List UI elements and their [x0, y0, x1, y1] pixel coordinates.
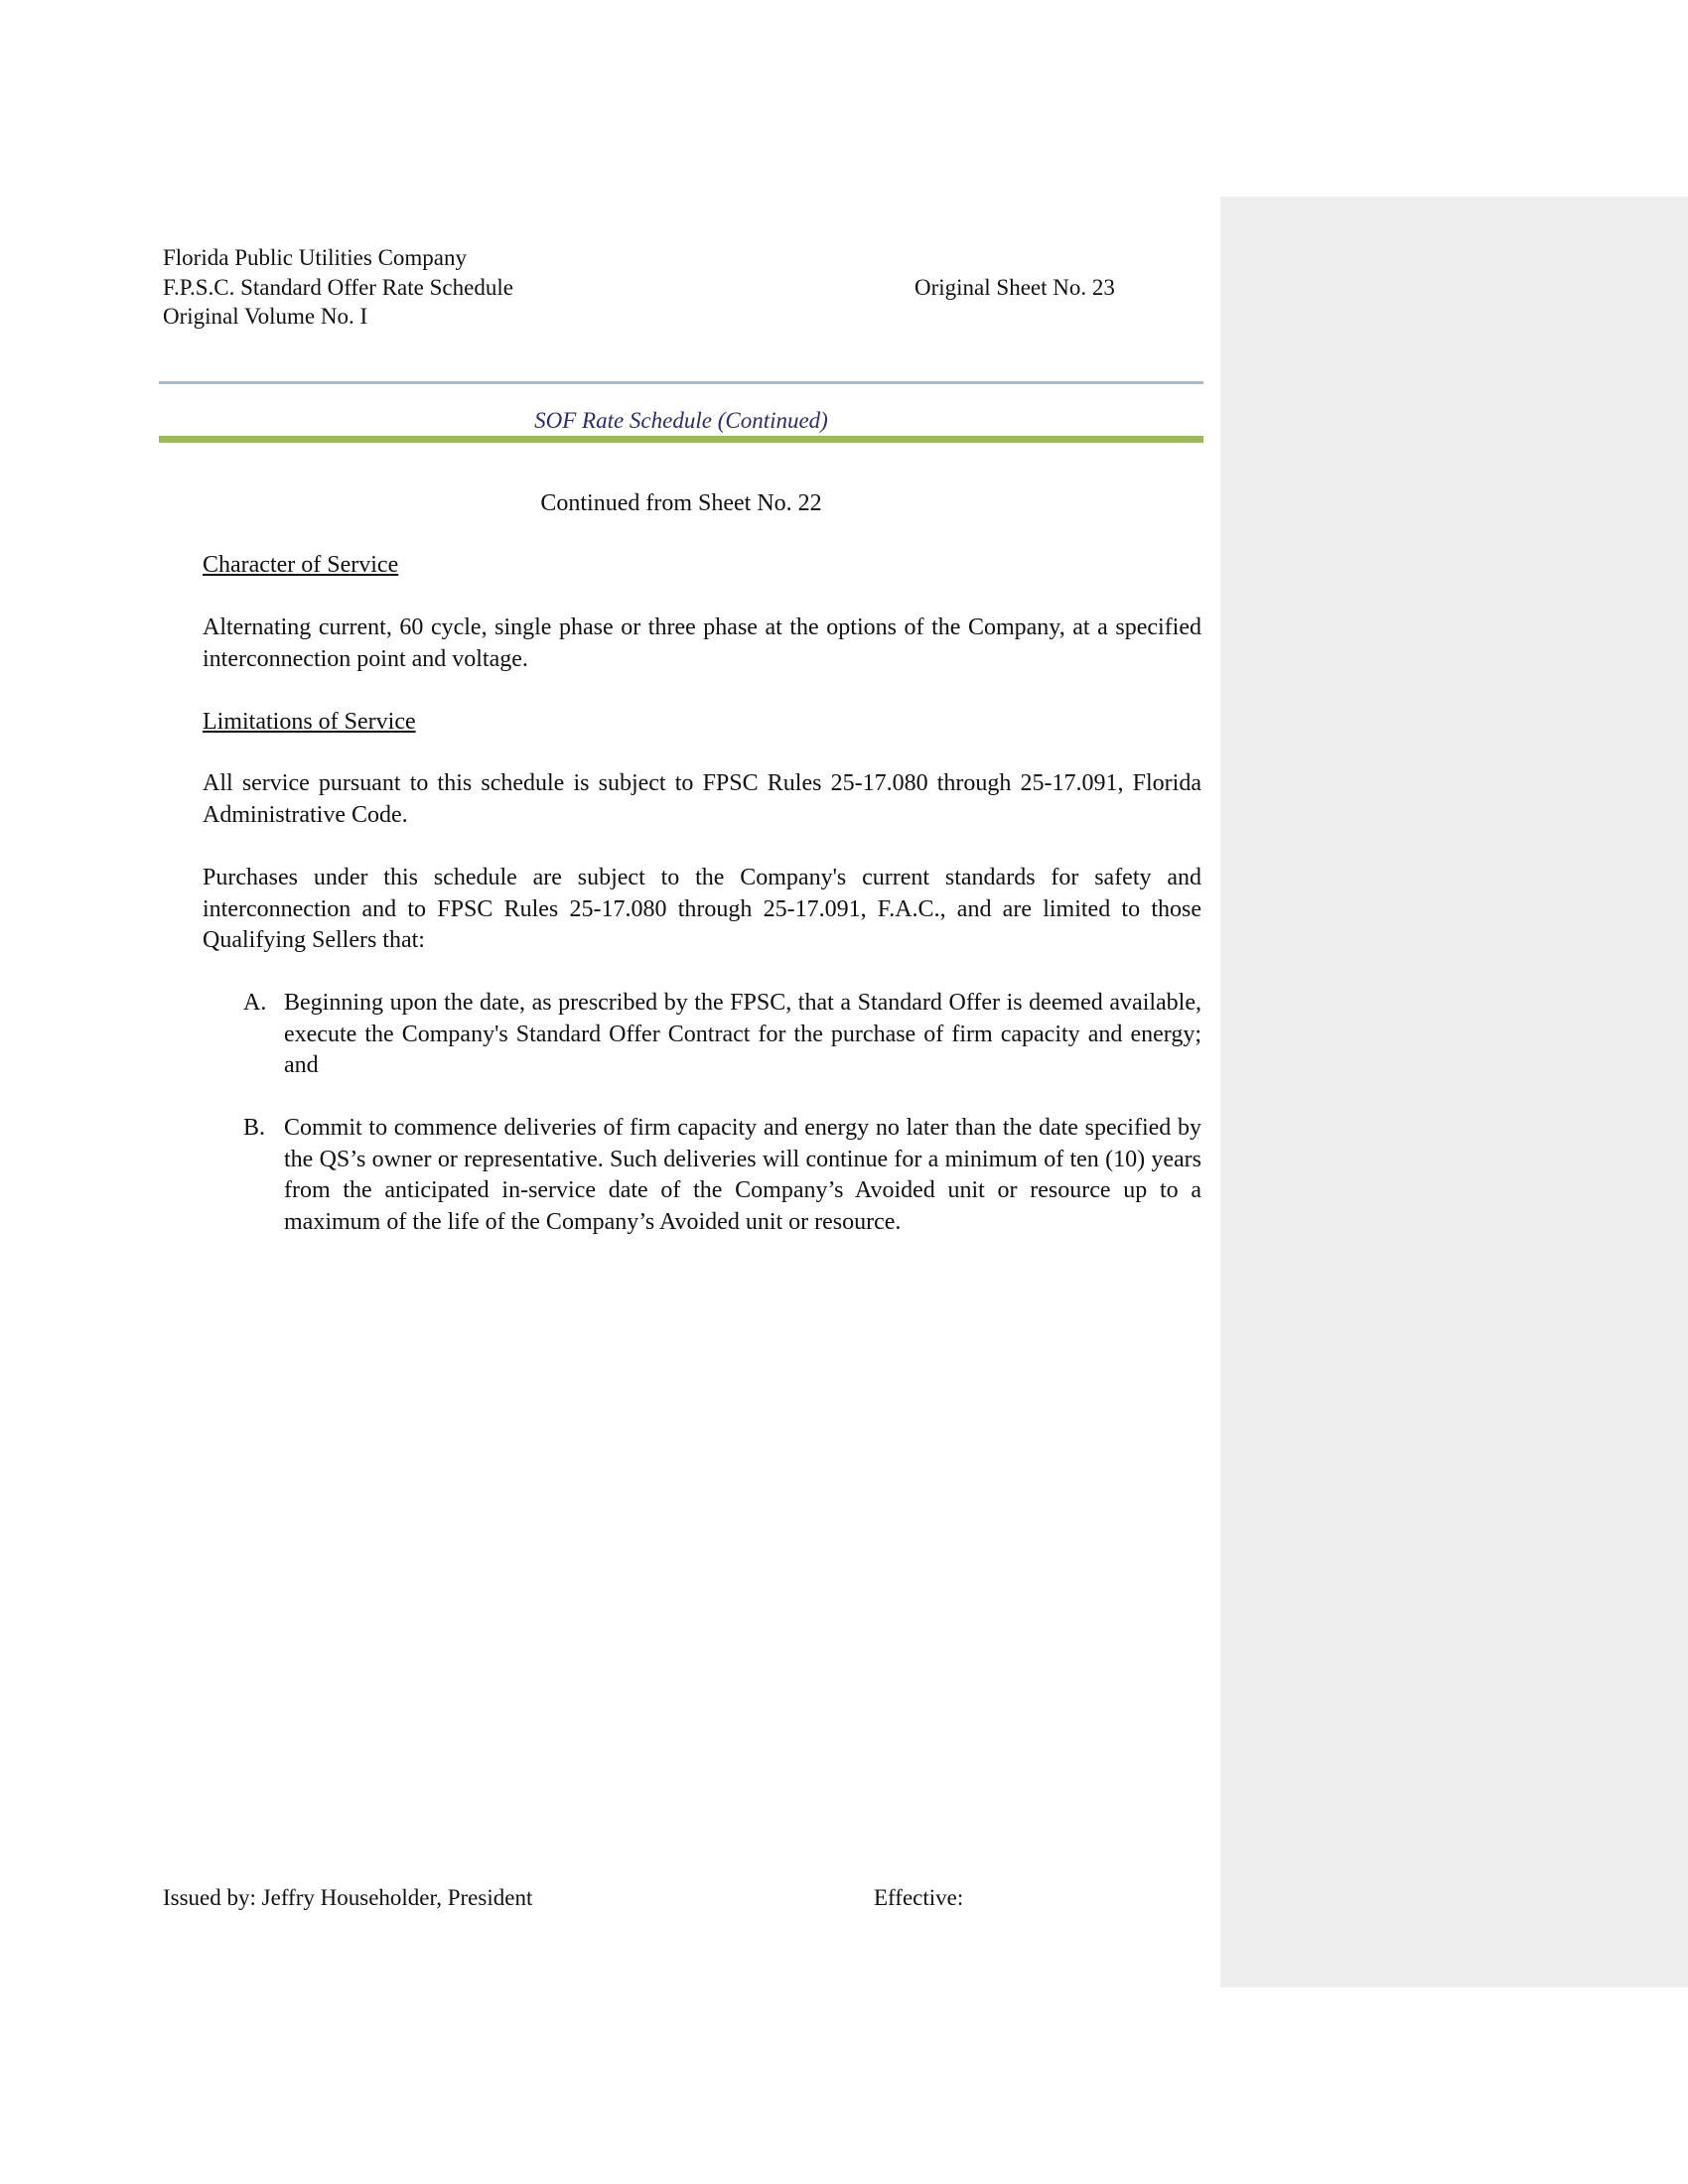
company-name: Florida Public Utilities Company [163, 245, 468, 270]
header-divider-green [159, 436, 1203, 443]
list-marker-a: A. [243, 990, 267, 1016]
limitations-paragraph-1: All service pursuant to this schedule is subject to FPSC Rules 25-17.080 through 25-17.091, Florida Administrative Code. [203, 770, 1201, 828]
limitations-of-service-heading: Limitations of Service [203, 709, 416, 735]
sheet-number: Original Sheet No. 23 [914, 275, 1115, 300]
section-title: SOF Rate Schedule (Continued) [534, 408, 828, 433]
character-of-service-text: Alternating current, 60 cycle, single phase or three phase at the options of the Company, at a specified interconnection point and voltage. [203, 614, 1201, 672]
list-item [243, 1113, 1201, 1238]
list-text-a: Beginning upon the date, as prescribed by the FPSC, that a Standard Offer is deemed available, execute the Company's Standard Offer Contract for the purchase of firm capacity and energy; and [284, 990, 1201, 1078]
character-of-service-heading: Character of Service [203, 552, 399, 578]
list-item [243, 988, 1201, 1082]
issued-by: Issued by: Jeffry Householder, President [163, 1885, 533, 1910]
schedule-name: F.P.S.C. Standard Offer Rate Schedule [163, 275, 513, 300]
list-text-b: Commit to commence deliveries of firm capacity and energy no later than the date specified by the QS’s owner or representative. Such deliveries will continue for a minimum of ten (10) years from the anticipated in-service date of the Company’s Avoided unit or resource up to a maximum of the life of the Company’s Avoided unit or resource. [284, 1115, 1201, 1235]
continued-note: Continued from Sheet No. 22 [540, 490, 822, 516]
comment-margin-pane [1220, 197, 1688, 1987]
header-divider-blue [159, 381, 1203, 384]
list-marker-b: B. [243, 1115, 266, 1141]
limitations-paragraph-2: Purchases under this schedule are subject to the Company's current standards for safety and interconnection and to FPSC Rules 25-17.080 through 25-17.091, F.A.C., and are limited to those Qualifying Sellers that: [203, 865, 1201, 953]
volume-number: Original Volume No. I [163, 304, 368, 329]
effective-date: Effective: [874, 1885, 964, 1910]
